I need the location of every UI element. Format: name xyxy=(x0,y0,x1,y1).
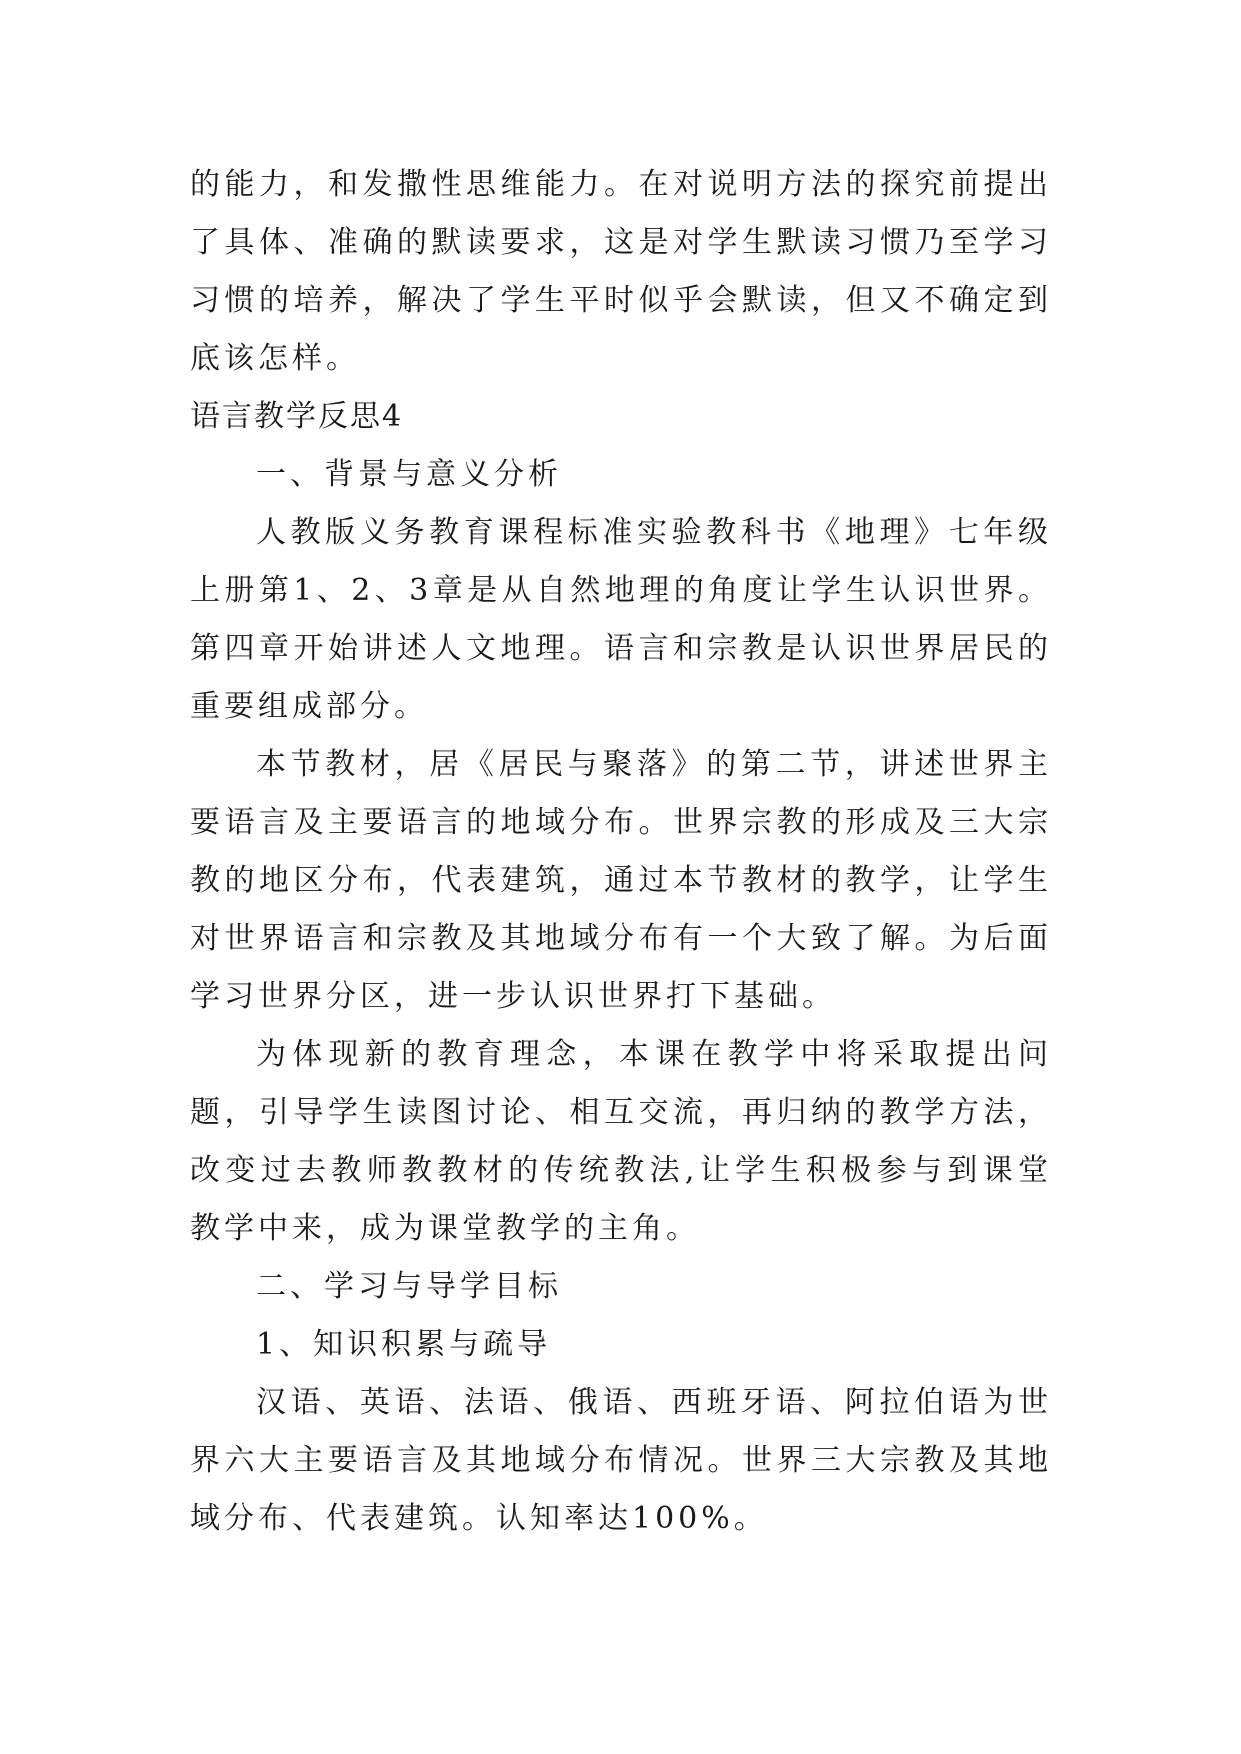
paragraph-continuation: 的能力，和发撒性思维能力。在对说明方法的探究前提出了具体、准确的默读要求，这是对学生默读习惯乃至学习习惯的培养，解决了学生平时似乎会默读，但又不确定到底该怎样。 xyxy=(190,167,1052,376)
paragraph-languages: 汉语、英语、法语、俄语、西班牙语、阿拉伯语为世界六大主要语言及其地域分布情况。世界三大宗教及其地域分布、代表建筑。认知率达100%。 xyxy=(190,1385,1052,1536)
document-body xyxy=(190,156,1052,1548)
subheading-knowledge: 1、知识积累与疏导 xyxy=(256,1327,552,1362)
paragraph-textbook: 人教版义务教育课程标准实验教科书《地理》七年级上册第1、2、3章是从自然地理的角度让学生认识世界。第四章开始讲述人文地理。语言和宗教是认识世界居民的重要组成部分。 xyxy=(190,515,1052,724)
paragraph-lesson-content: 本节教材，居《居民与聚落》的第二节，讲述世界主要语言及主要语言的地域分布。世界宗教的形成及三大宗教的地区分布，代表建筑，通过本节教材的教学，让学生对世界语言和宗教及其地域分布有一个大致了解。为后面学习世界分区，进一步认识世界打下基础。 xyxy=(190,747,1052,1014)
section-title: 语言教学反思4 xyxy=(190,399,404,434)
paragraph-teaching-method: 为体现新的教育理念，本课在教学中将采取提出问题，引导学生读图讨论、相互交流，再归纳的教学方法，改变过去教师教教材的传统教法,让学生积极参与到课堂教学中来，成为课堂教学的主角。 xyxy=(190,1037,1052,1246)
heading-objectives: 二、学习与导学目标 xyxy=(256,1269,562,1304)
heading-background: 一、背景与意义分析 xyxy=(256,457,562,492)
